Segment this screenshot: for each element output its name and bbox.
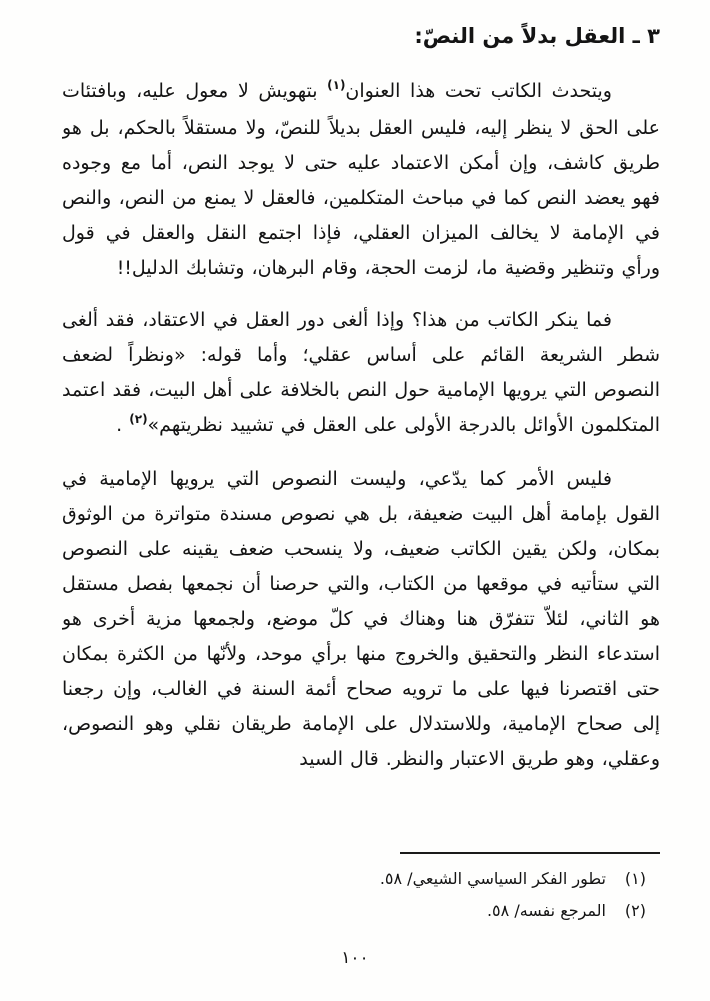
footnote-item xyxy=(62,895,660,927)
footnote-marker: (٢) xyxy=(624,901,646,920)
footnote-marker: (١) xyxy=(624,869,646,888)
body-text xyxy=(62,74,660,864)
footnotes xyxy=(62,852,660,927)
paragraph: فما ينكر الكاتب من هذا؟ وإذا ألغى دور العقل في الاعتقاد، فقد ألغى شطر الشريعة القائم على أساس عقلي؛ وأما قوله: «ونظراً لضعف النصوص التي يرويها الإمامية حول النص بالخلافة على أهل البيت، فقد اعتمد المتكلمون الأوائل بالدرجة الأولى على العقل في تشييد نظريتهم»$^{(٢)}$ . xyxy=(62,309,660,436)
page-number: ١٠٠ xyxy=(341,948,369,968)
footnote-ref: (١) xyxy=(327,78,346,92)
paragraph: فليس الأمر كما يدّعي، وليست النصوص التي يرويها الإمامية في القول بإمامة أهل البيت ضعيفة، بل هي نصوص مسندة متواترة من الوثوق بمكان، ولكن يقين الكاتب ضعيف، ولا ينسحب ضعف يقينه على النصوص التي ستأتيه في موقعها من الكتاب، والتي حرصنا أن نجمعها بفصل مستقل هو الثاني، لئلاّ تتفرّق هنا وهناك في كلّ موضع، ولجمعها مزية أخرى هو استدعاء النظر والتحقيق والخروج منها برأي موحد، ولأنّها من الكثرة بمكان حتى اقتصرنا فيها على ما ترويه صحاح أئمة السنة في الغالب، وإن رجعنا إلى صحاح الإمامية، وللاستدلال على الإمامة طريقان نقلي وهو النصوص، وعقلي، وهو طريق الاعتبار والنظر. قال السيد xyxy=(62,468,660,770)
footnote-text: المرجع نفسه/ ٥٨. xyxy=(486,901,606,920)
footnote-text: تطور الفكر السياسي الشيعي/ ٥٨. xyxy=(379,869,606,888)
footnote-item xyxy=(62,863,660,895)
footnote-ref: (٢) xyxy=(129,412,148,426)
section-heading: ٣ ـ العقل بدلاً من النصّ: xyxy=(414,24,660,48)
paragraph: ويتحدث الكاتب تحت هذا العنوان$^{(١)}$ بتهويش لا معول عليه، وبافتئات على الحق لا ينظر إليه، فليس العقل بديلاً للنصّ، ولا مستقلاً بالحكم، بل هو طريق كاشف، وإن أمكن الاعتماد عليه حتى لا يوجد النص، أما مع وجوده فهو يعضد النص كما في مباحث المتكلمين، فالعقل لا يمنع من النص، والنص في الإمامة لا يخالف الميزان العقلي، فإذا اجتمع النقل والعقل في قول ورأي وتنظير وقضية ما، لزمت الحجة، وقام البرهان، وتشابك الدليل!! xyxy=(62,78,660,279)
footnote-separator xyxy=(400,852,660,854)
